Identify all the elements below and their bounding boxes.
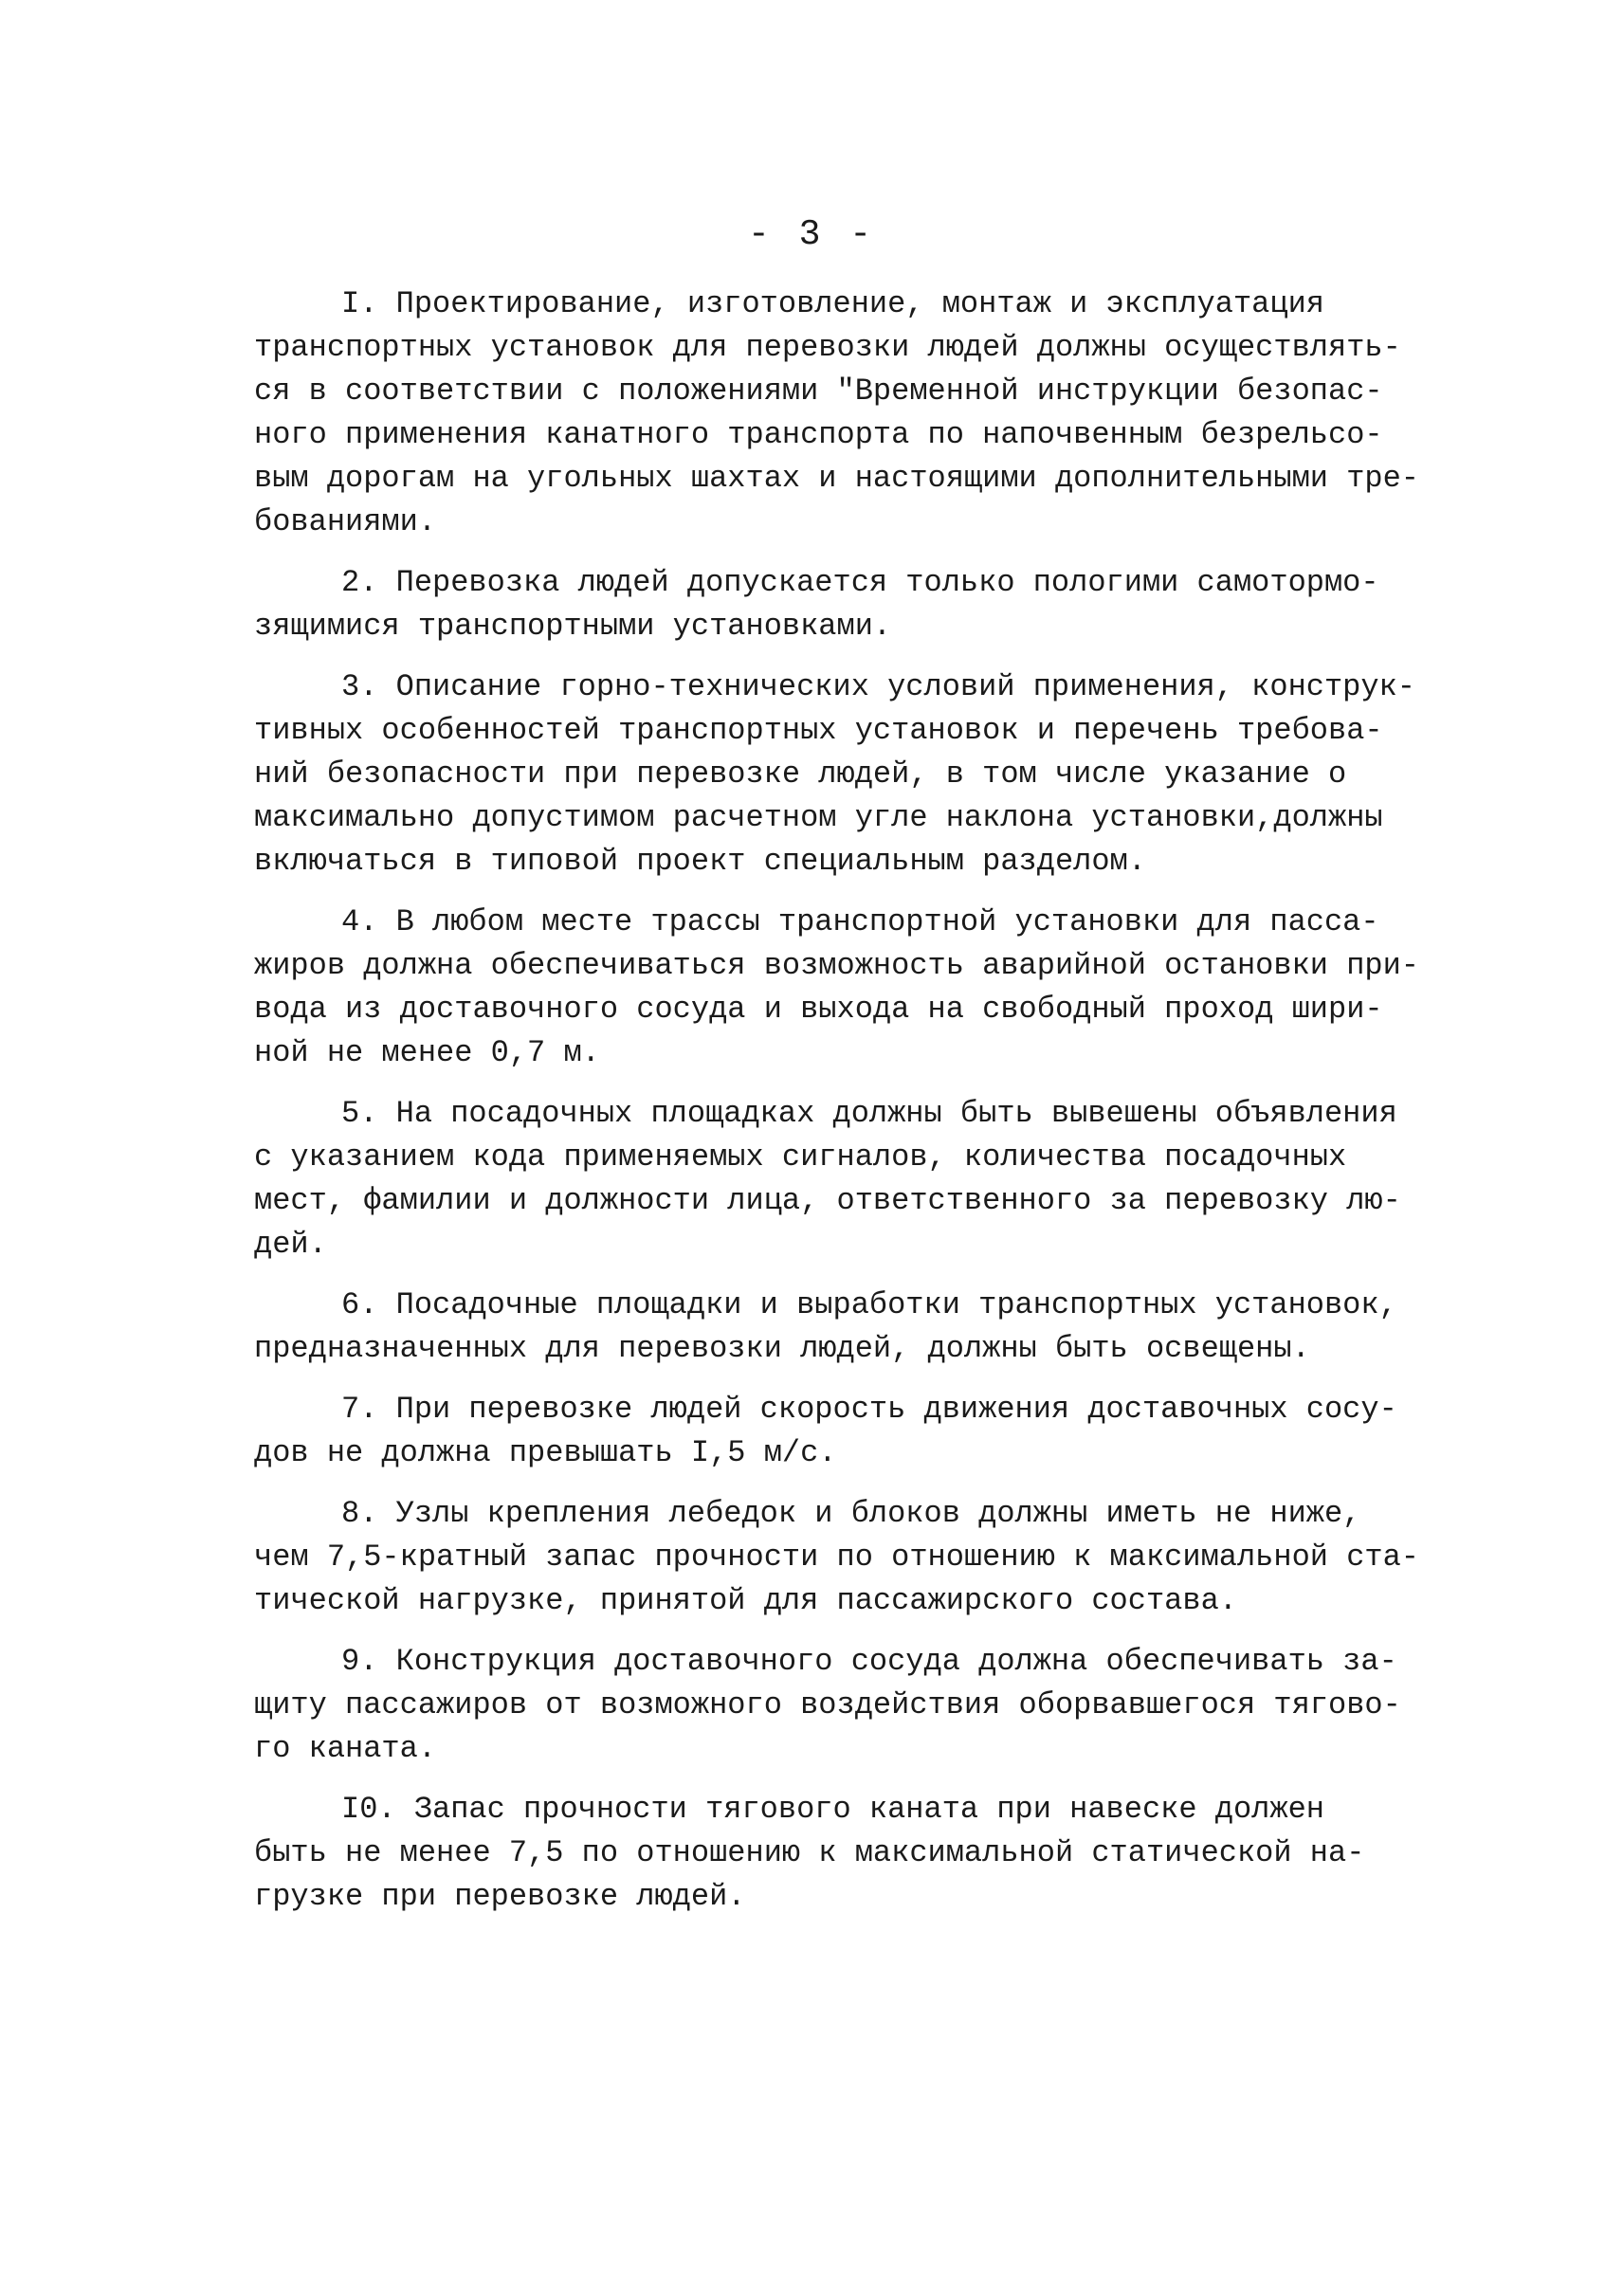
text-line: вым дорогам на угольных шахтах и настоящими дополнительными тре-: [254, 461, 1419, 496]
paragraph-2: [254, 561, 1406, 648]
text-line: зящимися транспортными установками.: [254, 609, 892, 644]
paragraph-6: [254, 1284, 1406, 1371]
text-line: бованиями.: [254, 504, 437, 539]
paragraph-10: [254, 1788, 1406, 1919]
text-line: I. Проектирование, изготовление, монтаж и эксплуатация: [341, 286, 1324, 321]
paragraph-9: [254, 1640, 1406, 1771]
text-line: транспортных установок для перевозки людей должны осуществлять-: [254, 330, 1401, 365]
text-line: дов не должна превышать I,5 м/с.: [254, 1435, 837, 1470]
text-line: максимально допустимом расчетном угле наклона установки,должны: [254, 800, 1383, 835]
text-line: 6. Посадочные площадки и выработки транспортных установок,: [341, 1287, 1397, 1322]
text-line: предназначенных для перевозки людей, должны быть освещены.: [254, 1331, 1310, 1366]
text-line: ной не менее 0,7 м.: [254, 1035, 600, 1070]
text-line: быть не менее 7,5 по отношению к максимальной статической на-: [254, 1835, 1365, 1870]
text-line: 8. Узлы крепления лебедок и блоков должны иметь не ниже,: [341, 1496, 1361, 1531]
text-line: мест, фамилии и должности лица, ответственного за перевозку лю-: [254, 1183, 1401, 1218]
text-line: го каната.: [254, 1731, 437, 1766]
paragraph-1: [254, 282, 1419, 544]
text-line: чем 7,5-кратный запас прочности по отношению к максимальной ста-: [254, 1540, 1419, 1575]
paragraph-3: [254, 665, 1415, 884]
paragraph-4: [254, 901, 1419, 1075]
text-line: 5. На посадочных площадках должны быть вывешены объявления: [341, 1096, 1397, 1131]
paragraph-7: [254, 1388, 1406, 1475]
paragraph-5: [254, 1092, 1406, 1266]
text-line: вода из доставочного сосуда и выхода на свободный проход шири-: [254, 992, 1383, 1027]
text-line: I0. Запас прочности тягового каната при навеске должен: [341, 1792, 1324, 1827]
text-line: 7. При перевозке людей скорость движения доставочных сосу-: [341, 1392, 1397, 1427]
text-line: 2. Перевозка людей допускается только пологими самотормо-: [341, 565, 1379, 600]
document-body: [254, 282, 1419, 1936]
text-line: ного применения канатного транспорта по напочвенным безрельсо-: [254, 417, 1383, 452]
text-line: жиров должна обеспечиваться возможность аварийной остановки при-: [254, 948, 1419, 983]
page-number: - 3 -: [747, 214, 876, 255]
paragraph-8: [254, 1492, 1419, 1623]
text-line: грузке при перевозке людей.: [254, 1879, 746, 1914]
text-line: тивных особенностей транспортных установок и перечень требова-: [254, 713, 1383, 748]
text-line: дей.: [254, 1227, 327, 1262]
text-line: щиту пассажиров от возможного воздействия оборвавшегося тягово-: [254, 1687, 1401, 1722]
text-line: тической нагрузке, принятой для пассажирского состава.: [254, 1583, 1237, 1618]
text-line: 3. Описание горно-технических условий применения, конструк-: [341, 669, 1415, 704]
text-line: с указанием кода применяемых сигналов, количества посадочных: [254, 1139, 1347, 1175]
text-line: 9. Конструкция доставочного сосуда должна обеспечивать за-: [341, 1644, 1397, 1679]
text-line: ся в соответствии с положениями "Временной инструкции безопас-: [254, 374, 1383, 409]
text-line: ний безопасности при перевозке людей, в том числе указание о: [254, 756, 1347, 792]
text-line: включаться в типовой проект специальным разделом.: [254, 844, 1146, 879]
text-line: 4. В любом месте трассы транспортной установки для пасса-: [341, 904, 1379, 939]
